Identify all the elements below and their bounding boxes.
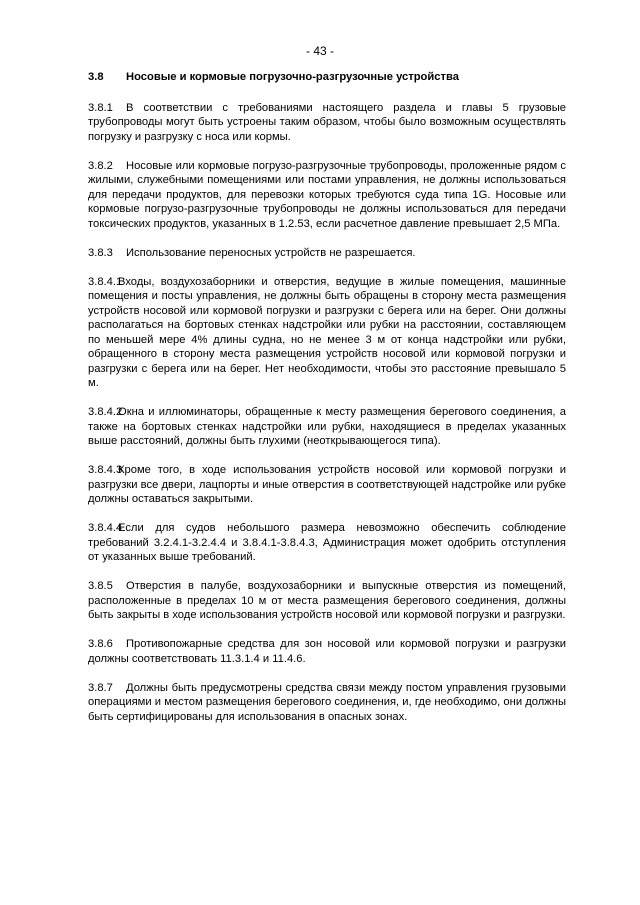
paragraph-text: Носовые или кормовые погрузо-разгрузочные трубопроводы, проложенные рядом с жилыми, служебными помещениями или постами управления, не должны использоваться для передачи продуктов, для перевозки которых требуются суда типа 1G. Носовые или кормовые погрузо-разгрузочные трубопроводы не должны использоваться для передачи токсических продуктов, указанных в 1.2.53, если расчетное давление превышает 2,5 МПа. (88, 159, 566, 230)
paragraph-3-8-7 (88, 681, 566, 725)
section-number: 3.8 (88, 71, 104, 83)
paragraph-text: Отверстия в палубе, воздухозаборники и выпускные отверстия из помещений, расположенные в пределах 10 м от места размещения берегового соединения, должны быть закрыты в ходе использования устройств носовой или кормовой погрузки и разгрузки. (88, 580, 566, 621)
paragraph-text: Кроме того, в ходе использования устройств носовой или кормовой погрузки и разгрузки все двери, лацпорты и иные отверстия в соответствующей надстройке или рубке должны оставаться закрытыми. (88, 464, 566, 505)
paragraph-number: 3.8.5 (88, 580, 113, 592)
paragraph-3-8-5 (88, 579, 566, 623)
paragraph-text: Использование переносных устройств не разрешается. (126, 246, 416, 259)
paragraph-3-8-4-4 (88, 521, 566, 565)
paragraph-3-8-2 (88, 159, 566, 232)
page-content (88, 70, 566, 739)
paragraph-number: 3.8.6 (88, 638, 113, 650)
section-title: Носовые и кормовые погрузочно-разгрузочные устройства (126, 71, 459, 83)
paragraph-number: 3.8.4.2 (88, 406, 123, 418)
page-number: - 43 - (305, 44, 334, 58)
paragraph-number: 3.8.7 (88, 681, 113, 694)
paragraph-number: 3.8.4.1 (88, 275, 123, 288)
paragraph-number: 3.8.4.3 (88, 464, 123, 476)
paragraph-3-8-3 (88, 246, 566, 261)
paragraph-text: В соответствии с требованиями настоящего раздела и главы 5 грузовые трубопроводы могут быть устроены таким образом, чтобы было возможным осуществлять погрузку и разгрузку с носа или кормы. (88, 101, 566, 143)
paragraph-3-8-6 (88, 637, 566, 666)
section-heading (88, 70, 566, 85)
paragraph-3-8-1 (88, 101, 566, 145)
paragraph-number: 3.8.2 (88, 159, 113, 172)
paragraph-text: Если для судов небольшого размера невозможно обеспечить соблюдение требований 3.2.4.1-3.2.4.4 и 3.8.4.1-3.8.4.3, Администрация может одобрить отступления от указанных выше требований. (88, 522, 566, 563)
paragraph-number: 3.8.1 (88, 101, 113, 114)
paragraph-text: Входы, воздухозаборники и отверстия, ведущие в жилые помещения, машинные помещения и посты управления, не должны быть обращены в сторону места размещения устройств носовой или кормовой погрузки и разгрузки с берега или на берег. Они должны располагаться на бортовых стенках надстройки или рубки на расстоянии, составляющем по меньшей мере 4% длины судна, но не менее 3 м от конца надстройки или рубки, обращенного в сторону места размещения устройств носовой или кормовой погрузки и разгрузки с берега или на берег. Нет необходимости, чтобы это расстояние превышало 5 м. (88, 275, 566, 389)
paragraph-text: Противопожарные средства для зон носовой или кормовой погрузки и разгрузки должны соответствовать 11.3.1.4 и 11.4.6. (88, 638, 566, 665)
paragraph-text: Окна и иллюминаторы, обращенные к месту размещения берегового соединения, а также на бортовых стенках надстройки или рубки, находящиеся в пределах указанных выше расстояний, должны быть глухими (неоткрывающегося типа). (88, 406, 566, 447)
paragraph-number: 3.8.4.4 (88, 522, 123, 534)
paragraph-3-8-4-2 (88, 405, 566, 449)
paragraph-3-8-4-3 (88, 463, 566, 507)
paragraph-3-8-4-1 (88, 275, 566, 391)
paragraph-number: 3.8.3 (88, 246, 113, 259)
paragraph-text: Должны быть предусмотрены средства связи между постом управления грузовыми операциями и местом размещения берегового соединения, и, где необходимо, они должны быть сертифицированы для использования в опасных зонах. (88, 681, 566, 723)
